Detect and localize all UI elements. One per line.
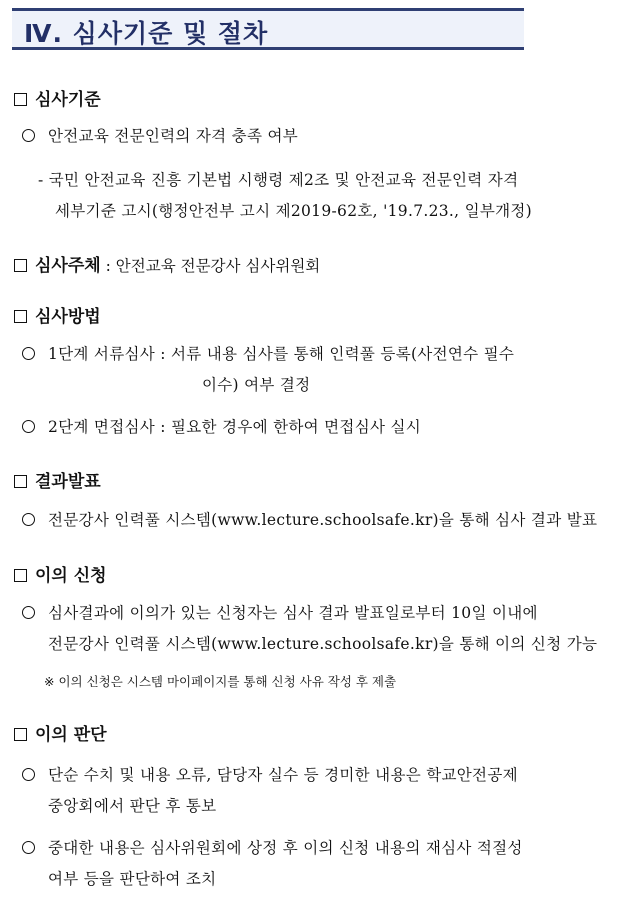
judgment-item1-line2: 중앙회에서 판단 후 통보 [48, 797, 217, 815]
circle-bullet-icon [22, 347, 35, 360]
heading-subject [14, 251, 320, 276]
checkbox-square-icon [14, 310, 27, 323]
circle-bullet-icon [22, 513, 35, 526]
method-step1-line1: 1단계 서류심사 : 서류 내용 심사를 통해 인력풀 등록(사전연수 필수 [48, 345, 515, 363]
heading-label: 이의 신청 [35, 566, 107, 586]
heading-result [14, 467, 101, 492]
result-item: 전문강사 인력풀 시스템(www.lecture.schoolsafe.kr)을 통해 심사 결과 발표 [48, 511, 598, 529]
method-step1-line2: 이수) 여부 결정 [202, 376, 311, 394]
section-banner [12, 8, 524, 50]
heading-method [14, 302, 101, 327]
criteria-sub-line1: - 국민 안전교육 진흥 기본법 시행령 제2조 및 안전교육 전문인력 자격 [38, 171, 519, 189]
heading-criteria [14, 85, 101, 110]
checkbox-square-icon [14, 728, 27, 741]
heading-label: 심사기준 [35, 90, 101, 110]
checkbox-square-icon [14, 259, 27, 272]
judgment-item2-line1: 중대한 내용은 심사위원회에 상정 후 이의 신청 내용의 재심사 적절성 [48, 839, 523, 857]
circle-bullet-icon [22, 129, 35, 142]
heading-label: 심사주체 [35, 256, 101, 276]
criteria-item: 안전교육 전문인력의 자격 충족 여부 [48, 127, 299, 145]
appeal-note: ※ 이의 신청은 시스템 마이페이지를 통해 신청 사유 작성 후 제출 [44, 674, 397, 689]
heading-judgment [14, 720, 107, 745]
circle-bullet-icon [22, 841, 35, 854]
heading-label: 이의 판단 [35, 725, 107, 745]
section-title: Ⅳ. 심사기준 및 절차 [24, 19, 269, 48]
criteria-sub-line2: 세부기준 고시(행정안전부 고시 제2019-62호, '19.7.23., 일부개정) [55, 202, 533, 220]
method-step2: 2단계 면접심사 : 필요한 경우에 한하여 면접심사 실시 [48, 418, 422, 436]
subject-text: : 안전교육 전문강사 심사위원회 [100, 257, 321, 275]
checkbox-square-icon [14, 475, 27, 488]
checkbox-square-icon [14, 569, 27, 582]
judgment-item1-line1: 단순 수치 및 내용 오류, 담당자 실수 등 경미한 내용은 학교안전공제 [48, 766, 518, 784]
circle-bullet-icon [22, 606, 35, 619]
circle-bullet-icon [22, 768, 35, 781]
judgment-item2-line2: 여부 등을 판단하여 조치 [48, 870, 217, 888]
heading-label: 심사방법 [35, 307, 101, 327]
appeal-item-line2: 전문강사 인력풀 시스템(www.lecture.schoolsafe.kr)을 통해 이의 신청 가능 [48, 635, 598, 653]
heading-label: 결과발표 [35, 472, 101, 492]
appeal-item-line1: 심사결과에 이의가 있는 신청자는 심사 결과 발표일로부터 10일 이내에 [48, 604, 538, 622]
circle-bullet-icon [22, 420, 35, 433]
heading-appeal [14, 561, 107, 586]
checkbox-square-icon [14, 93, 27, 106]
